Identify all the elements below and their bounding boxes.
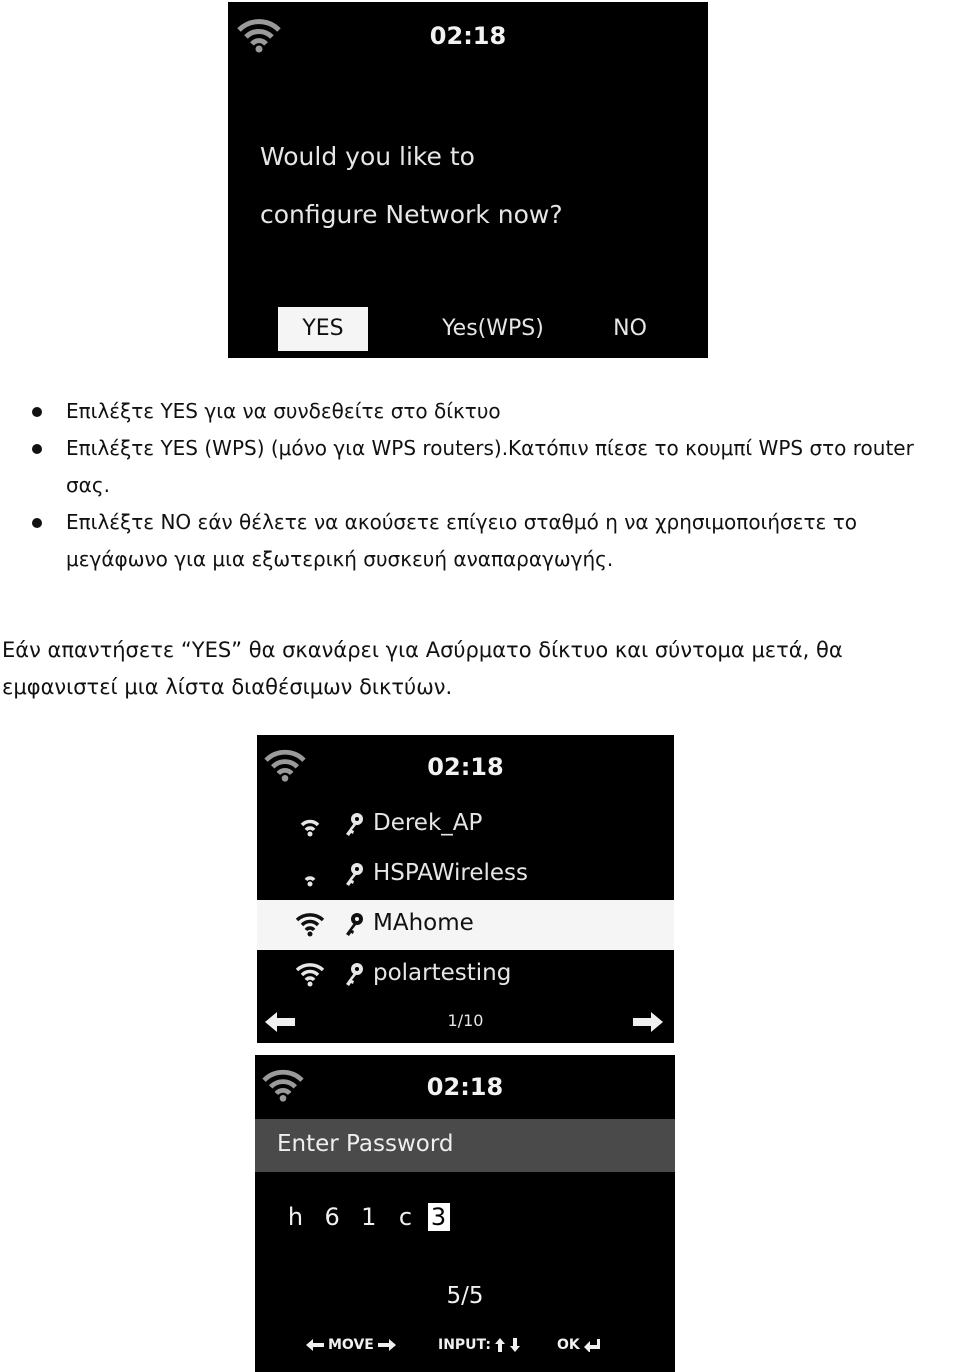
password-char: c xyxy=(398,1203,413,1231)
network-config-screen xyxy=(228,2,708,358)
list-item: Επιλέξτε NO εάν θέλετε να ακούσετε επίγειο σταθμό η να χρησιμοποιήσετε το μεγάφωνο για μια εξωτερική συσκευή αναπαραγωγής. xyxy=(30,504,955,578)
wifi-signal-icon xyxy=(295,812,325,838)
clock: 02:18 xyxy=(426,1073,504,1101)
password-char-cursor[interactable]: 3 xyxy=(428,1203,450,1231)
key-icon xyxy=(343,912,365,938)
prompt-line-2: configure Network now? xyxy=(260,200,563,229)
arrow-up-icon xyxy=(494,1337,506,1353)
network-list-screen xyxy=(257,735,674,1043)
yes-wps-option[interactable]: Yes(WPS) xyxy=(442,316,544,341)
input-hint: INPUT: xyxy=(438,1337,521,1353)
ok-hint: OK xyxy=(557,1337,601,1353)
network-item[interactable] xyxy=(257,800,674,850)
prompt-line-1: Would you like to xyxy=(260,142,475,171)
network-name: polartesting xyxy=(373,960,512,986)
password-char: h xyxy=(287,1203,304,1231)
network-name: Derek_AP xyxy=(373,810,483,836)
key-icon xyxy=(343,812,365,838)
password-input[interactable] xyxy=(281,1203,450,1231)
password-char: 6 xyxy=(324,1203,340,1231)
network-item[interactable] xyxy=(257,850,674,900)
network-item[interactable] xyxy=(257,950,674,1000)
password-char: 1 xyxy=(361,1203,377,1231)
arrow-left-icon xyxy=(305,1338,325,1352)
explanation-paragraph: Εάν απαντήσετε “YES” θα σκανάρει για Ασύρματο δίκτυο και σύντομα μετά, θα εμφανιστεί μια λίστα διαθέσιμων δικτύων. xyxy=(2,638,843,699)
network-name: HSPAWireless xyxy=(373,860,529,886)
clock: 02:18 xyxy=(427,753,504,781)
page-indicator: 1/10 xyxy=(447,1011,484,1030)
arrow-right-icon xyxy=(377,1338,397,1352)
list-item: Επιλέξτε YES (WPS) (μόνο για WPS routers).Κατόπιν πίεσε το κουμπί WPS στο router σας. xyxy=(30,430,955,504)
key-icon xyxy=(343,862,365,888)
wifi-signal-icon xyxy=(295,912,325,938)
password-header xyxy=(255,1119,675,1172)
yes-option[interactable]: YES xyxy=(278,307,368,351)
char-count: 5/5 xyxy=(446,1283,484,1309)
key-icon xyxy=(343,962,365,988)
list-item: Επιλέξτε YES για να συνδεθείτε στο δίκτυο xyxy=(30,393,955,430)
wifi-signal-icon xyxy=(295,862,325,888)
enter-icon xyxy=(583,1338,601,1352)
instruction-list xyxy=(30,393,955,578)
network-item-selected[interactable] xyxy=(257,900,674,950)
network-name: MAhome xyxy=(373,910,474,936)
move-hint: MOVE xyxy=(305,1337,397,1353)
wifi-signal-icon xyxy=(295,962,325,988)
password-title: Enter Password xyxy=(277,1131,454,1157)
arrow-down-icon xyxy=(509,1337,521,1353)
password-entry-screen xyxy=(255,1055,675,1372)
no-option[interactable]: NO xyxy=(613,316,647,341)
clock: 02:18 xyxy=(429,22,507,50)
arrow-right-icon[interactable] xyxy=(631,1011,665,1033)
